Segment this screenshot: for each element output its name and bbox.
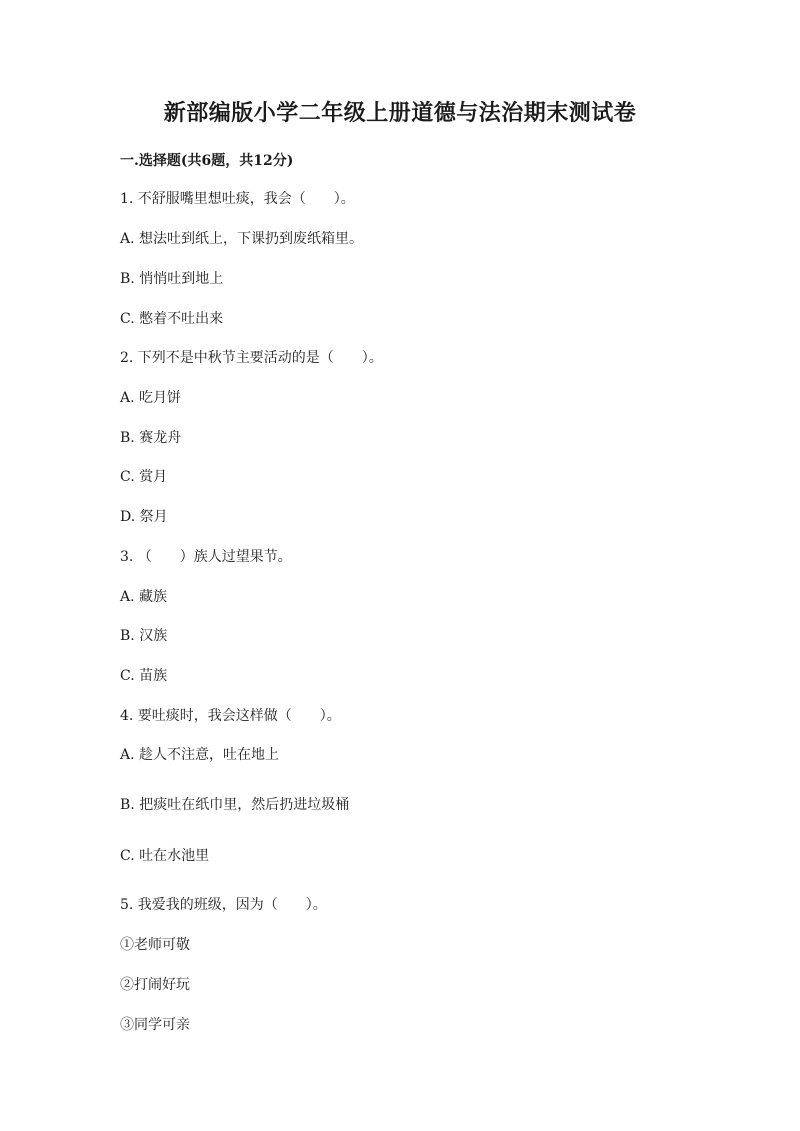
question-option: C. 苗族 — [120, 668, 168, 684]
section-heading: 一.选择题(共6题，共12分) — [120, 153, 294, 169]
question-option: A. 藏族 — [120, 589, 168, 605]
question-stem: 5. 我爱我的班级，因为（ ）。 — [120, 897, 327, 913]
question-option: C. 赏月 — [120, 469, 168, 485]
question-option: ③同学可亲 — [120, 1017, 190, 1033]
question-option: D. 祭月 — [120, 509, 168, 525]
question-stem: 2. 下列不是中秋节主要活动的是（ ）。 — [120, 350, 383, 366]
question-stem: 4. 要吐痰时，我会这样做（ ）。 — [120, 708, 341, 724]
question-stem: 3. （ ）族人过望果节。 — [120, 549, 292, 565]
question-option: B. 把痰吐在纸巾里，然后扔进垃圾桶 — [120, 797, 350, 813]
page-title: 新部编版小学二年级上册道德与法治期末测试卷 — [163, 100, 637, 126]
question-option: C. 憋着不吐出来 — [120, 311, 224, 327]
question-option: ①老师可敬 — [120, 937, 190, 953]
question-option: B. 汉族 — [120, 628, 168, 644]
question-option: A. 趁人不注意，吐在地上 — [120, 747, 280, 763]
question-option: A. 想法吐到纸上，下课扔到废纸箱里。 — [120, 231, 364, 247]
question-option: C. 吐在水池里 — [120, 848, 210, 864]
question-option: B. 悄悄吐到地上 — [120, 271, 224, 287]
question-option: ②打闹好玩 — [120, 977, 190, 993]
question-stem: 1. 不舒服嘴里想吐痰，我会（ ）。 — [120, 191, 355, 207]
question-option: A. 吃月饼 — [120, 390, 182, 406]
question-option: B. 赛龙舟 — [120, 430, 182, 446]
